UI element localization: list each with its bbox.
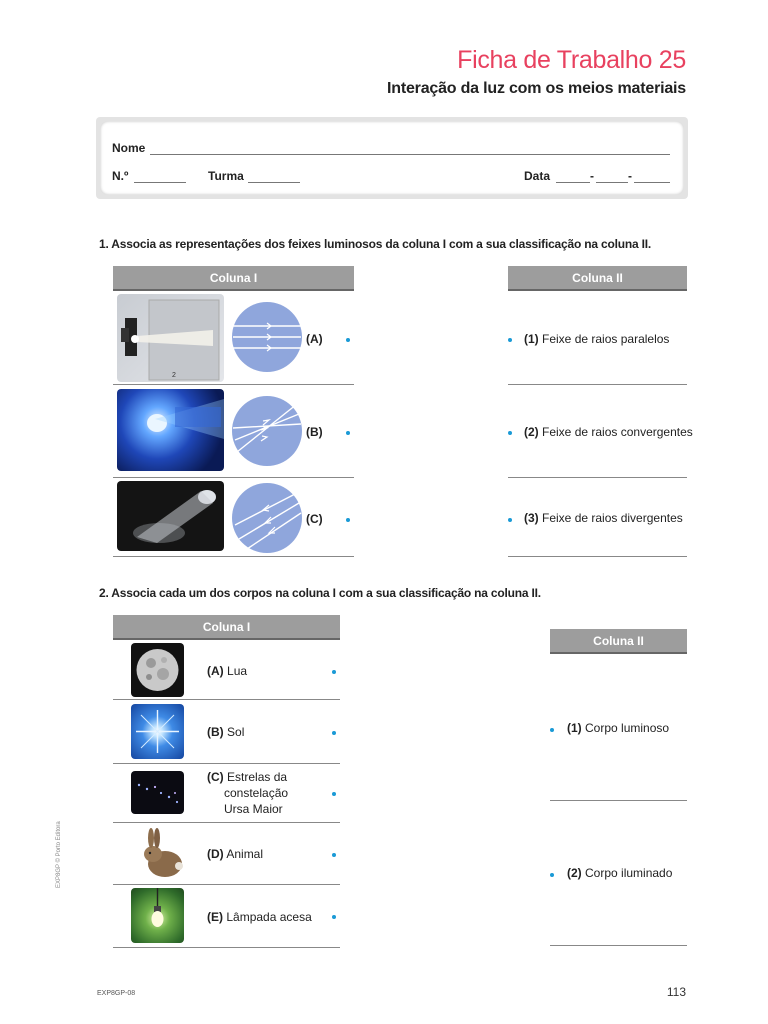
row-divider: [113, 947, 340, 948]
q2-item-e-connector[interactable]: [332, 915, 336, 919]
identification-box: [96, 117, 688, 199]
q2-option-1: (1) Corpo luminoso: [567, 721, 670, 735]
q1-item-a-connector[interactable]: [346, 338, 350, 342]
q1-option-3: (3) Feixe de raios divergentes: [524, 511, 683, 525]
date-month-field[interactable]: [596, 182, 628, 183]
q1-option-2: (2) Feixe de raios convergentes: [524, 425, 693, 439]
q2-item-e: (E) Lâmpada acesa: [207, 910, 312, 924]
row-divider: [550, 800, 687, 801]
number-field[interactable]: [134, 182, 186, 183]
q2-item-c: (C) Estrelas da constelação Ursa Maior: [207, 770, 289, 816]
q2-option-1-connector[interactable]: [550, 728, 554, 732]
flashlight-smoke-photo: [117, 481, 224, 551]
blue-light-beam-photo: [117, 389, 224, 471]
date-separator: -: [628, 169, 632, 183]
name-field[interactable]: [150, 154, 670, 155]
parallel-beam-diagram: [231, 300, 303, 379]
q2-item-b-connector[interactable]: [332, 731, 336, 735]
q1-option-1: (1) Feixe de raios paralelos: [524, 332, 670, 346]
q1-column-1-header: Coluna I: [113, 266, 354, 291]
divergent-beam-diagram: [231, 481, 303, 560]
class-field[interactable]: [248, 182, 300, 183]
row-divider: [113, 763, 340, 764]
q1-item-b-connector[interactable]: [346, 431, 350, 435]
q2-item-b: (B) Sol: [207, 725, 245, 739]
q1-option-2-connector[interactable]: [508, 431, 512, 435]
q2-column-1-header: Coluna I: [113, 615, 340, 640]
sun-photo: [131, 704, 184, 759]
q1-option-1-connector[interactable]: [508, 338, 512, 342]
number-label: N.º: [112, 169, 129, 183]
lit-lamp-photo: [131, 888, 184, 943]
rabbit-photo: [137, 826, 187, 880]
q2-item-d-connector[interactable]: [332, 853, 336, 857]
page-number: 113: [666, 985, 686, 999]
row-divider: [508, 556, 687, 557]
row-divider: [113, 384, 354, 385]
q2-option-2-connector[interactable]: [550, 873, 554, 877]
row-divider: [113, 699, 340, 700]
worksheet-subtitle: Interação da luz com os meios materiais: [387, 80, 686, 97]
date-year-field[interactable]: [634, 182, 670, 183]
date-day-field[interactable]: [556, 182, 590, 183]
projector-light-photo: [117, 294, 224, 382]
copyright-side-text: EXP8GP © Porto Editora: [56, 821, 62, 888]
date-label: Data: [524, 169, 551, 183]
q1-column-2-header: Coluna II: [508, 266, 687, 291]
q2-item-d: (D) Animal: [207, 847, 264, 861]
photo-caption: 2: [172, 372, 176, 379]
q2-item-a-connector[interactable]: [332, 670, 336, 674]
row-divider: [113, 884, 340, 885]
row-divider: [113, 556, 354, 557]
q1-item-b-label: (B): [306, 425, 323, 439]
convergent-beam-diagram: [231, 394, 303, 473]
q2-option-2: (2) Corpo iluminado: [567, 866, 673, 880]
q1-item-a-label: (A): [306, 332, 323, 346]
row-divider: [113, 477, 354, 478]
worksheet-title: Ficha de Trabalho 25: [457, 46, 686, 74]
date-separator: -: [590, 169, 594, 183]
q2-column-2-header: Coluna II: [550, 629, 687, 654]
q1-item-c-label: (C): [306, 512, 323, 526]
row-divider: [508, 477, 687, 478]
name-label: Nome: [112, 141, 146, 155]
q2-item-a: (A) Lua: [207, 664, 248, 678]
question-1-text: 1. Associa as representações dos feixes luminosos da coluna I com a sua classificação na coluna II.: [99, 237, 651, 251]
ursa-major-stars-photo: [131, 771, 184, 814]
q1-item-c-connector[interactable]: [346, 518, 350, 522]
q1-option-3-connector[interactable]: [508, 518, 512, 522]
moon-photo: [131, 643, 184, 697]
q2-item-c-connector[interactable]: [332, 792, 336, 796]
footer-code: EXP8GP-08: [97, 990, 136, 997]
question-2-text: 2. Associa cada um dos corpos na coluna I com a sua classificação na coluna II.: [99, 586, 541, 600]
row-divider: [550, 945, 687, 946]
class-label: Turma: [208, 169, 244, 183]
row-divider: [113, 822, 340, 823]
row-divider: [508, 384, 687, 385]
